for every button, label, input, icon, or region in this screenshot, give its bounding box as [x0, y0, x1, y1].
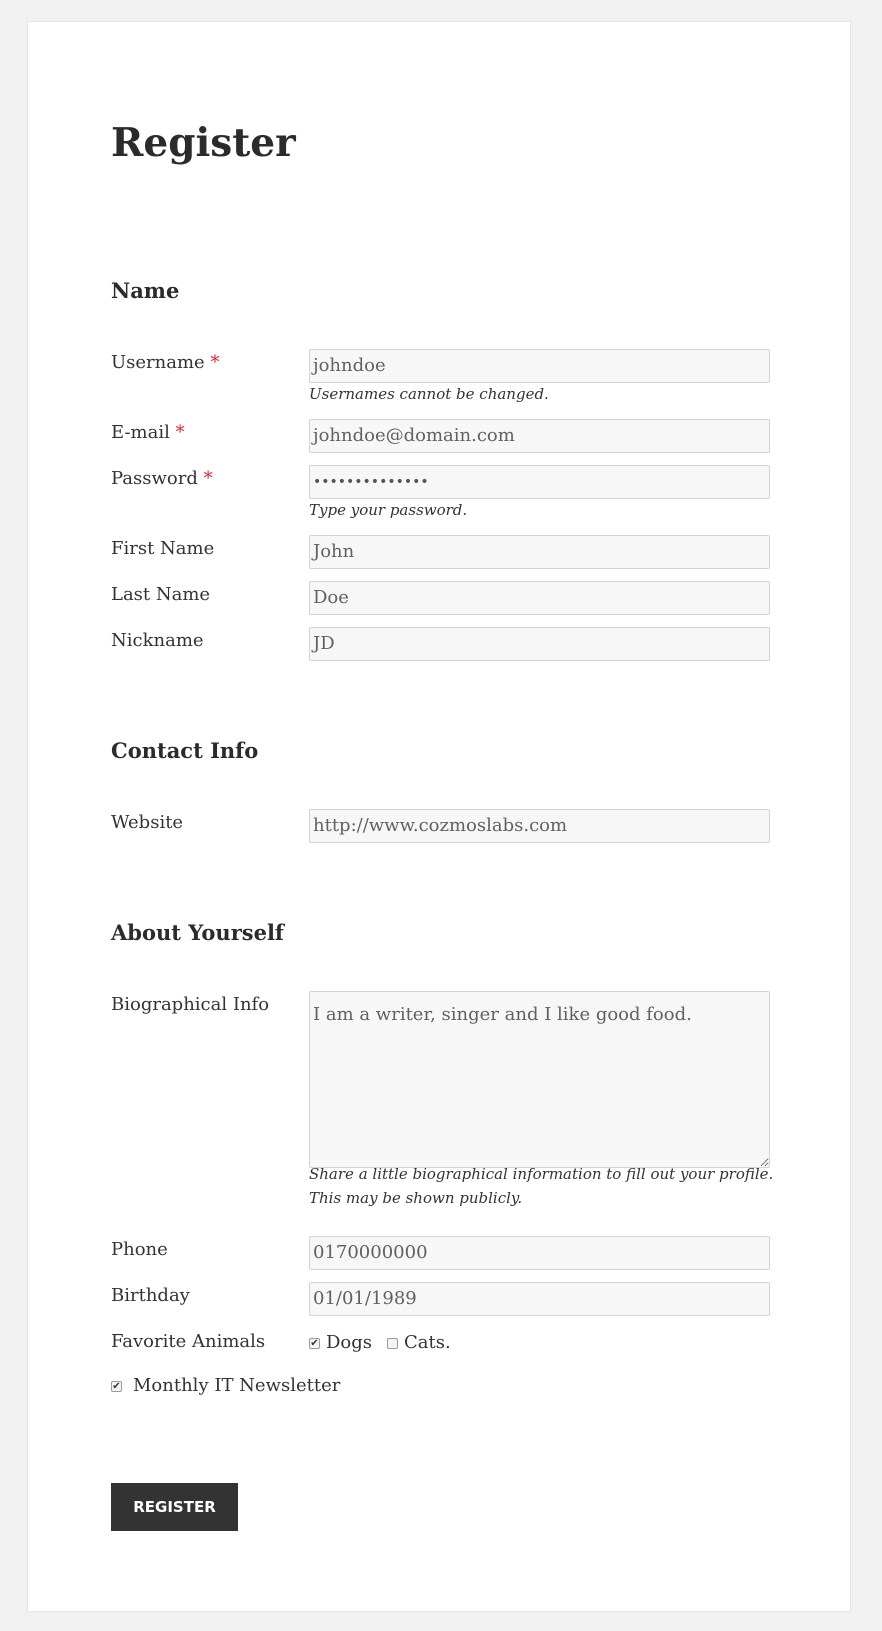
website-input[interactable]: http://www.cozmoslabs.com	[309, 809, 770, 843]
bio-description-line2: This may be shown publicly.	[309, 1189, 523, 1207]
email-label	[111, 422, 185, 443]
page-title: Register	[111, 120, 296, 166]
required-asterisk: *	[210, 352, 220, 373]
website-label: Website	[111, 812, 184, 833]
required-asterisk: *	[175, 422, 185, 443]
password-label-text: Password	[111, 468, 198, 489]
last-name-input[interactable]: Doe	[309, 581, 770, 615]
password-label	[111, 468, 213, 489]
nickname-input[interactable]: JD	[309, 627, 770, 661]
section-title-contact-info: Contact Info	[111, 738, 259, 763]
nickname-label: Nickname	[111, 630, 204, 651]
username-input[interactable]: johndoe	[309, 349, 770, 383]
birthday-input[interactable]: 01/01/1989	[309, 1282, 770, 1316]
username-description: Usernames cannot be changed.	[309, 385, 549, 403]
password-input[interactable]: ••••••••••••••	[309, 465, 770, 499]
last-name-label: Last Name	[111, 584, 211, 605]
dogs-option-label[interactable]: Dogs	[326, 1332, 373, 1353]
username-label	[111, 352, 219, 373]
required-asterisk: *	[203, 468, 213, 489]
section-title-about-yourself: About Yourself	[111, 920, 284, 945]
register-button[interactable]: REGISTER	[111, 1483, 238, 1531]
favorite-animals-label: Favorite Animals	[111, 1331, 266, 1352]
section-title-name: Name	[111, 278, 180, 303]
first-name-input[interactable]: John	[309, 535, 770, 569]
cats-option-label[interactable]: Cats.	[404, 1332, 451, 1353]
phone-input[interactable]: 0170000000	[309, 1236, 770, 1270]
newsletter-label[interactable]: Monthly IT Newsletter	[133, 1375, 341, 1396]
email-input[interactable]: johndoe@domain.com	[309, 419, 770, 453]
first-name-label: First Name	[111, 538, 215, 559]
bio-description-line1: Share a little biographical information to fill out your profile.	[309, 1165, 774, 1183]
email-label-text: E-mail	[111, 422, 170, 443]
cats-checkbox[interactable]	[387, 1338, 398, 1349]
phone-label: Phone	[111, 1239, 168, 1260]
birthday-label: Birthday	[111, 1285, 190, 1306]
newsletter-checkbox[interactable]: ✔	[112, 1381, 121, 1392]
password-description: Type your password.	[309, 501, 468, 519]
register-form-card	[27, 21, 851, 1612]
bio-label: Biographical Info	[111, 994, 270, 1015]
bio-textarea[interactable]	[309, 991, 770, 1168]
dogs-checkbox[interactable]: ✔	[310, 1338, 319, 1349]
username-label-text: Username	[111, 352, 205, 373]
